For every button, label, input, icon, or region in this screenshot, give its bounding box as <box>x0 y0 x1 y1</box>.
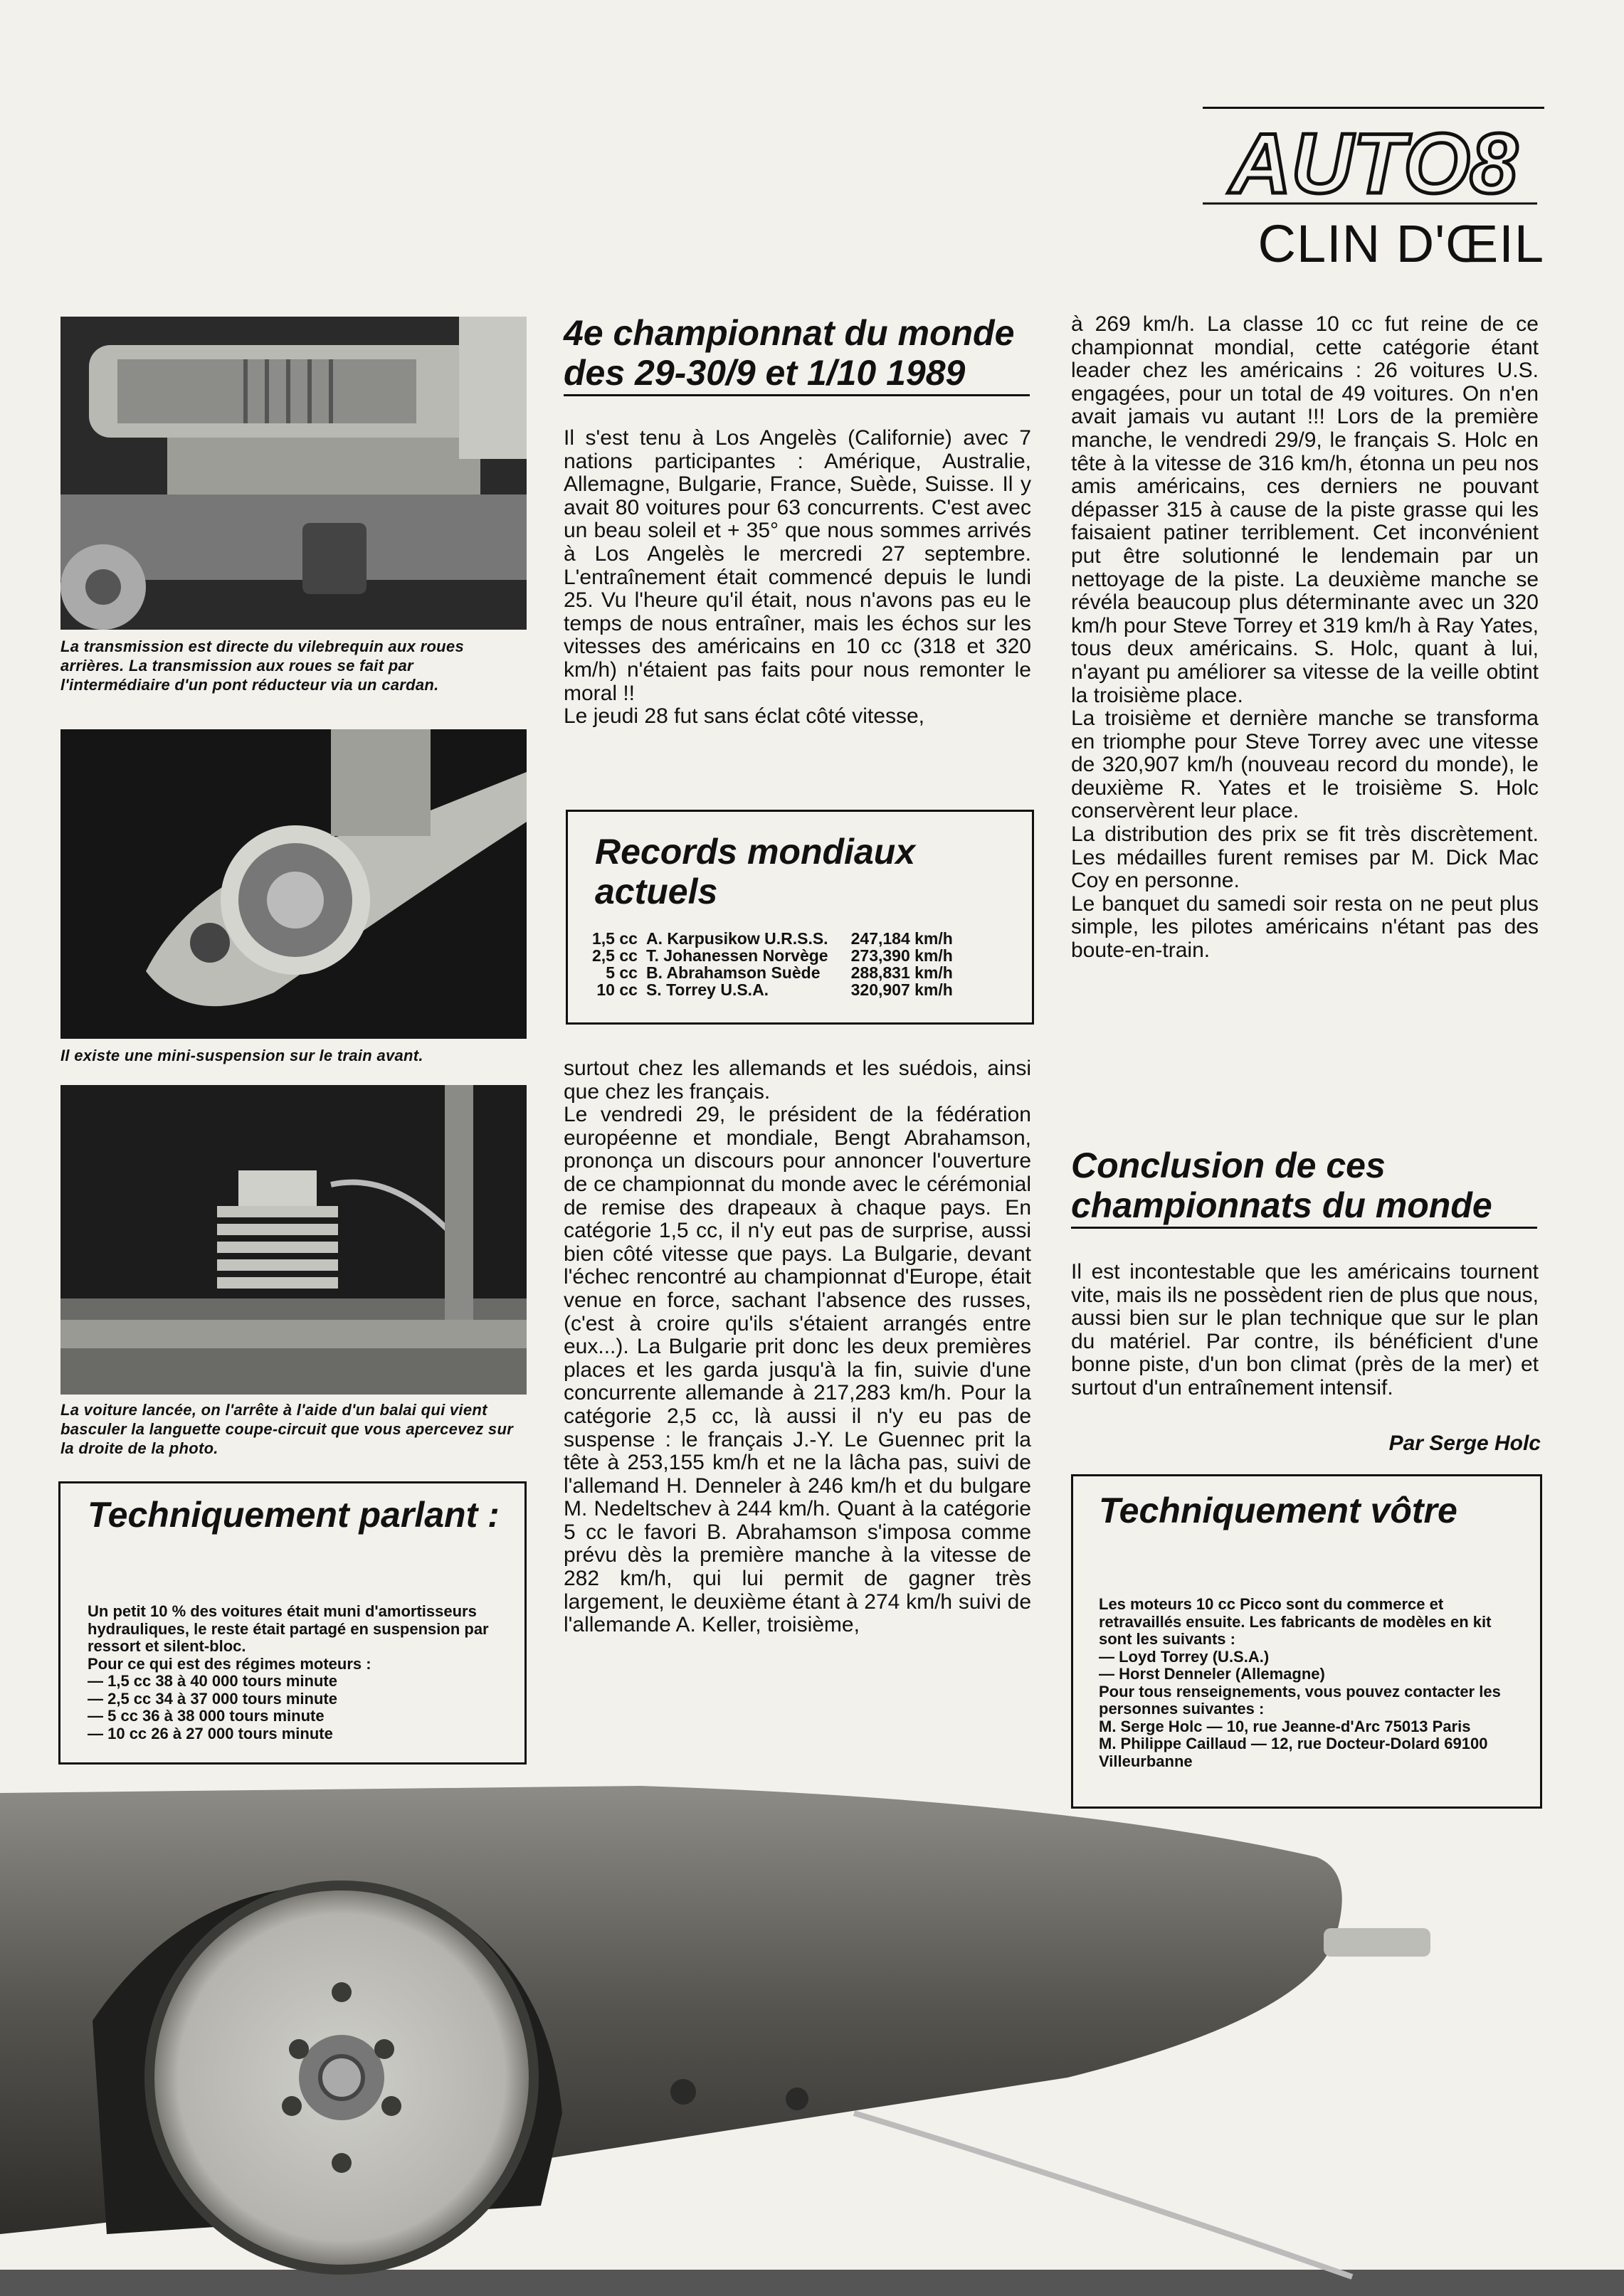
section-title: CLIN D'ŒIL <box>1257 214 1544 273</box>
byline: Par Serge Holc <box>1388 1432 1541 1455</box>
record-name: T. Johanessen Norvège <box>645 946 828 965</box>
record-speed: 273,390 km/h <box>850 946 953 965</box>
record-speed: 288,831 km/h <box>850 963 953 982</box>
tech-votre-box <box>1071 1474 1542 1809</box>
tech-parlant-text: Un petit 10 % des voitures était muni d'amortisseurs hydrauliques, le reste était partagé en suspension par ressort et silent-bloc. Pour ce qui est des régimes moteurs : — 1,5 cc 38 à 40 000 tours minute — 2,5 cc 34 à 37 000 tours minute — 5 cc 36 à 38 000 tours minute — 10 cc 26 à 27 000 tours minute <box>88 1602 489 1742</box>
photo-engine-cutoff <box>60 1085 527 1395</box>
tech-votre-text: Les moteurs 10 cc Picco sont du commerce et retravaillés ensuite. Les fabricants de modèles en kit sont les suivants : — Loyd Torrey (U.S.A.) — Horst Denneler (Allemagne) Pour tous renseignements, vous pouvez contacter les personnes suivantes : M. Serge Holc — 10, rue Jeanne-d'Arc 75013 Paris M. Philippe Caillaud — 12, rue Docteur-Dolard 69100 Villeurbanne <box>1099 1595 1501 1770</box>
tech-parlant-box <box>58 1481 527 1765</box>
record-name: A. Karpusikow U.R.S.S. <box>645 929 828 948</box>
records-row <box>588 964 957 981</box>
article-col2-top: Il s'est tenu à Los Angelès (Californie) avec 7 nations participantes : Amérique, Australie, Allemagne, Bulgarie, France, Suède, Suisse. Il y avait 80 voitures pour 63 concurrents. C'est avec un beau soleil et + 35° que nous sommes arrivés à Los Angelès le mercredi 27 septembre. L'entraînement était commencé depuis le lundi 25. Vu l'heure qu'il était, nous n'avons pas eu le temps de nous entraîner, mais les échos sur les vitesses des américains en 10 cc (318 et 320 km/h) n'étaient pas faits pour nous remonter le moral !! Le jeudi 28 fut sans éclat côté vitesse, <box>564 426 1031 729</box>
record-cc: 1,5 cc <box>592 929 638 948</box>
records-title: Records mondiaux actuels <box>595 832 916 911</box>
record-cc: 2,5 cc <box>592 946 638 965</box>
conclusion-title: Conclusion de ces championnats du monde <box>1071 1146 1537 1229</box>
article-col3: à 269 km/h. La classe 10 cc fut reine de ce championnat mondial, cette catégorie étant leader chez les américains : 26 voitures U.S. engagées, pour un total de 49 voitures. On n'en avait jamais vu autant !!! Lors de la première manche, le vendredi 29/9, le français S. Holc en tête à la vitesse de 316 km/h, étonna un peu nos amis américains, ces derniers ne pouvant dépasser 315 à cause de la piste grasse qui les faisaient patiner terriblement. Cet inconvénient put être solutionné le lendemain par un nettoyage de la piste. La deuxième manche se révéla beaucoup plus déterminante avec un 320 km/h pour Steve Torrey et 319 km/h à Ray Yates, tous deux américains. S. Holc, quant à lui, n'ayant pu améliorer sa vitesse de la veille obtint la troisième place. La troisième et dernière manche se transforma en triomphe pour Steve Torrey avec une vitesse de 320,907 km/h (nouveau record du monde), le deuxième R. Yates et le troisième S. Holc conservèrent leur place. La distribution des prix se fit très discrètement. Les médailles furent remises par M. Dick Mac Coy en personne. Le banquet du samedi soir resta on ne peut plus simple, les pilotes américains n'étant pas des boute-en-train. <box>1071 312 1539 963</box>
records-row <box>588 930 957 947</box>
photo-car-body <box>0 1779 1624 2296</box>
caption-photo-1: La transmission est directe du vilebrequin aux roues arrières. La transmission aux roues se fait par l'intermédiaire d'un pont réducteur via un cardan. <box>60 638 464 694</box>
record-name: S. Torrey U.S.A. <box>645 980 769 999</box>
record-speed: 247,184 km/h <box>850 929 953 948</box>
records-table <box>588 930 957 998</box>
logo-graphic <box>1203 115 1544 214</box>
records-row <box>588 981 957 998</box>
article-col2-bottom: surtout chez les allemands et les suédois, ainsi que chez les français. Le vendredi 29, le président de la fédération européenne et mondiale, Bengt Abrahamson, prononça un discours pour annoncer l'ouverture de ce championnat du monde avec le cérémonial de remise des drapeaux à chaque pays. En catégorie 1,5 cc, il n'y eut pas de surprise, aussi bien côté vitesse que pays. La Bulgarie, devant l'échec rencontré au championnat d'Europe, était venue en force, sachant l'absence des russes, (c'est à croire qu'ils s'étaient arrangés entre eux...). La Bulgarie prit donc les deux premières places et les garda jusqu'à la fin, suivie d'une concurrente allemande à 217,283 km/h. Pour la catégorie 2,5 cc, là aussi il n'y eu pas de suspense : le français J.-Y. Le Guennec prit la tête à 253,155 km/h et ne la lâcha pas, suivi de l'allemand H. Denneler à 246 km/h et du bulgare M. Nedeltschev à 244 km/h. Quant à la catégorie 5 cc le favori B. Abrahamson s'imposa comme prévu dès la première manche à la vitesse de 282 km/h, qui lui permit de gagner très largement, le deuxième étant à 274 km/h suivi de l'allemande A. Keller, troisième, <box>564 1057 1031 1637</box>
records-row <box>588 947 957 964</box>
tech-parlant-title: Techniquement parlant : <box>88 1495 500 1535</box>
caption-photo-2: Il existe une mini-suspension sur le train avant. <box>60 1047 423 1064</box>
record-cc: 5 cc <box>606 963 638 982</box>
conclusion-text: Il est incontestable que les américains tournent vite, mais ils ne possèdent rien de plus que nous, aussi bien sur le plan technique que sur le plan du matériel. Par contre, ils bénéficient d'une bonne piste, d'un bon climat (près de la mer) et surtout d'un entraînement intensif. <box>1071 1260 1539 1400</box>
article-title: 4e championnat du monde des 29-30/9 et 1/10 1989 <box>564 313 1030 396</box>
caption-photo-3: La voiture lancée, on l'arrête à l'aide d'un balai qui vient basculer la languette coupe-circuit que vous apercevez sur la droite de la photo. <box>60 1401 514 1457</box>
record-cc: 10 cc <box>596 980 638 999</box>
photo-front-suspension <box>60 729 527 1039</box>
magazine-logo <box>1203 107 1544 218</box>
record-name: B. Abrahamson Suède <box>645 963 821 982</box>
logo-text: AUTO8 <box>1229 116 1518 211</box>
records-box <box>566 810 1034 1025</box>
photo-transmission <box>60 317 527 630</box>
record-speed: 320,907 km/h <box>850 980 953 999</box>
tech-votre-title: Techniquement vôtre <box>1099 1491 1457 1530</box>
